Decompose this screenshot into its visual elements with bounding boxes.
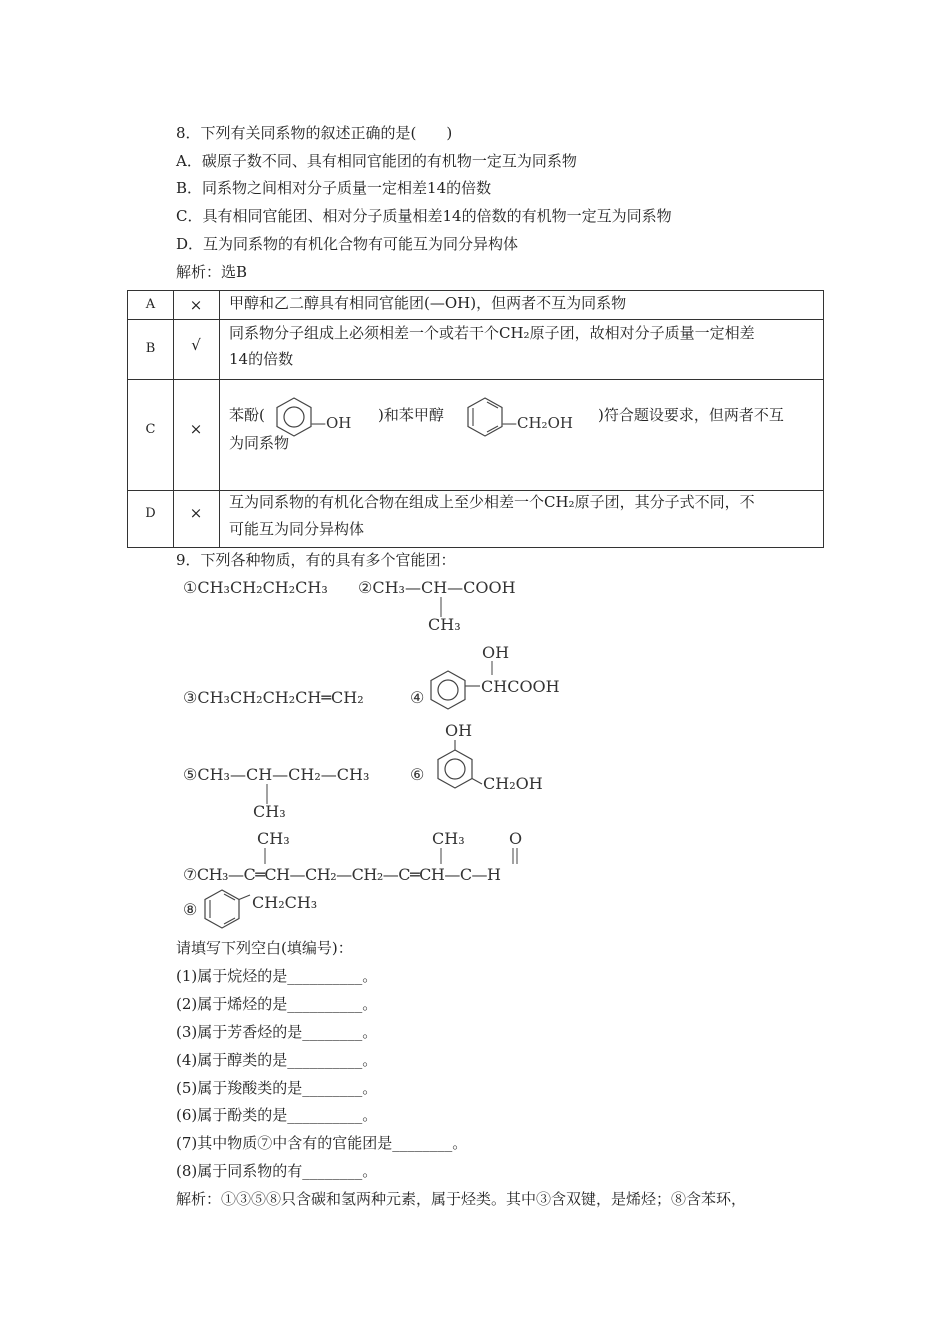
- structure-7-double-bond: [512, 848, 520, 866]
- row-b-mark: √: [191, 336, 201, 354]
- analysis-table: [127, 290, 824, 548]
- row-c-mark: ×: [189, 420, 203, 438]
- q9-item-5: (5)属于羧酸类的是________。: [176, 1079, 378, 1097]
- row-b-text-2: 14的倍数: [229, 350, 294, 368]
- q9-instruction: 请填写下列空白(填编号)：: [176, 939, 353, 957]
- q8-option-a: A．碳原子数不同、具有相同官能团的有机物一定互为同系物: [176, 152, 577, 170]
- structure-7-branch-2: CH₃: [432, 829, 465, 848]
- structure-4-oh: OH: [482, 643, 510, 662]
- q9-stem: 9．下列各种物质，有的具有多个官能团：: [176, 551, 456, 569]
- q9-analysis: 解析：①③⑤⑧只含碳和氢两种元素，属于烃类。其中③含双键，是烯烃；⑧含苯环，: [176, 1190, 747, 1208]
- q8-analysis: 解析：选B: [176, 263, 248, 281]
- structure-8-label: ⑧: [183, 900, 198, 919]
- row-b-option: B: [145, 341, 156, 356]
- structure-5-branch: CH₃: [253, 802, 286, 821]
- structure-2: ②CH₃—CH—COOH: [358, 578, 516, 597]
- q8-stem: 8．下列有关同系物的叙述正确的是( ): [176, 124, 453, 142]
- q8-option-d: D．互为同系物的有机化合物有可能互为同分异构体: [176, 235, 519, 253]
- structure-7-bond-2: [440, 848, 444, 866]
- q9-item-8: (8)属于同系物的有________。: [176, 1162, 378, 1180]
- row-d-text-2: 可能互为同分异构体: [229, 520, 365, 538]
- structure-8-ethyl: CH₂CH₃: [252, 893, 318, 912]
- row-c-text-4: 为同系物: [229, 434, 290, 452]
- q8-option-c: C．具有相同官能团、相对分子质量相差14的倍数的有机物一定互为同系物: [176, 207, 672, 225]
- structure-7: ⑦CH₃—C═CH—CH₂—CH₂—C═CH—C—H: [183, 865, 501, 884]
- phenol-oh-group: —OH: [311, 414, 352, 432]
- q9-item-2: (2)属于烯烃的是__________。: [176, 995, 378, 1013]
- structure-6-ring-icon: [430, 740, 490, 800]
- structure-4-chain: CHCOOH: [481, 677, 560, 696]
- row-a-mark: ×: [189, 296, 203, 314]
- row-c-option: C: [145, 422, 156, 437]
- structure-2-branch: CH₃: [428, 615, 461, 634]
- benzyl-ch2oh-group: —CH₂OH: [502, 414, 573, 432]
- structure-4-bond: [491, 661, 495, 677]
- row-a-text: 甲醇和乙二醇具有相同官能团(—OH)，但两者不互为同系物: [229, 294, 627, 312]
- structure-8-ring-icon: [202, 887, 252, 931]
- row-d-text-1: 互为同系物的有机化合物在组成上至少相差一个CH₂原子团，其分子式不同，不: [229, 493, 755, 511]
- structure-4-ring-icon: [428, 668, 468, 712]
- q9-item-1: (1)属于烷烃的是__________。: [176, 967, 378, 985]
- row-c-text-1: 苯酚(: [229, 406, 265, 424]
- structure-6-ch2oh: CH₂OH: [483, 774, 543, 793]
- structure-7-oxygen: O: [509, 829, 523, 848]
- structure-5: ⑤CH₃—CH—CH₂—CH₃: [183, 765, 370, 784]
- q9-item-4: (4)属于醇类的是__________。: [176, 1051, 378, 1069]
- q9-item-6: (6)属于酚类的是__________。: [176, 1106, 378, 1124]
- structure-3: ③CH₃CH₂CH₂CH═CH₂: [183, 688, 364, 707]
- structure-4-label: ④: [410, 688, 425, 707]
- row-a-option: A: [145, 297, 156, 312]
- structure-7-bond-1: [264, 848, 268, 866]
- row-c-text-3: )符合题设要求，但两者不互: [598, 406, 784, 424]
- structure-1: ①CH₃CH₂CH₂CH₃: [183, 578, 328, 597]
- row-d-mark: ×: [189, 504, 203, 522]
- row-c-text-2: )和苯甲醇: [378, 406, 444, 424]
- row-b-text-1: 同系物分子组成上必须相差一个或若干个CH₂原子团，故相对分子质量一定相差: [229, 324, 755, 342]
- structure-6-oh: OH: [445, 721, 473, 740]
- row-d-option: D: [145, 506, 156, 521]
- structure-7-branch-1: CH₃: [257, 829, 290, 848]
- q9-item-7: (7)其中物质⑦中含有的官能团是________。: [176, 1134, 468, 1152]
- structure-6-label: ⑥: [410, 765, 425, 784]
- q9-item-3: (3)属于芳香烃的是________。: [176, 1023, 378, 1041]
- q8-option-b: B．同系物之间相对分子质量一定相差14的倍数: [176, 179, 492, 197]
